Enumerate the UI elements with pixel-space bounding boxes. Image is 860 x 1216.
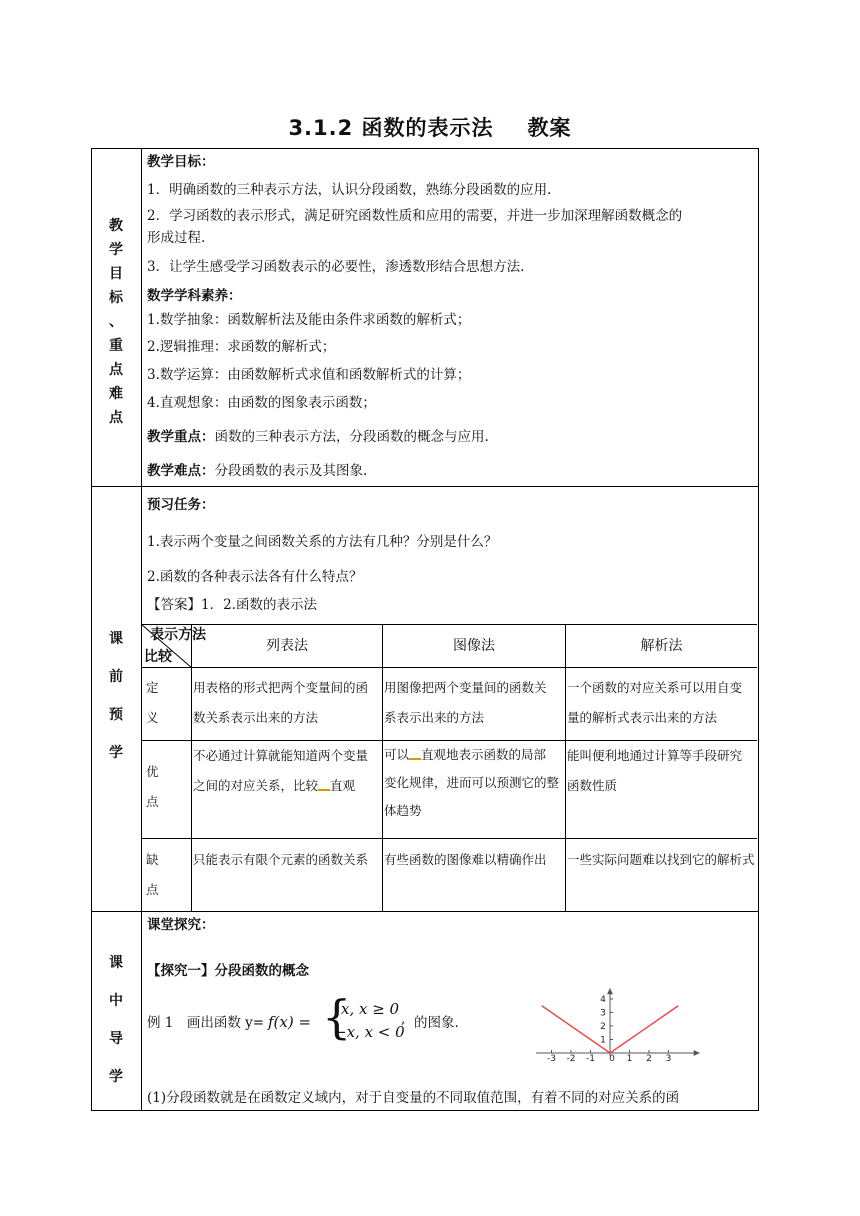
piecewise-case: x, x ≥ 0 (341, 1000, 400, 1018)
x-tick-label: -1 (586, 1054, 595, 1062)
x-tick-label: 1 (626, 1054, 633, 1062)
literacy-item: 2.逻辑推理：求函数的解析式； (147, 339, 336, 355)
table-cell: 只能表示有限个元素的函数关系 (193, 852, 369, 867)
x-tick-label: 2 (646, 1054, 652, 1062)
table-cell: 用表格的形式把两个变量间的函 数关系表示出来的方法 (193, 680, 369, 725)
x-tick-label: 3 (665, 1054, 672, 1062)
row-label: 缺 点 (146, 852, 159, 897)
x-tick-label: -3 (547, 1054, 556, 1062)
row-label: 定 义 (146, 680, 159, 725)
literacy-item: 4.直观想象：由函数的图象表示函数； (147, 395, 376, 411)
key-point (147, 428, 489, 446)
goals-heading: 教学目标： (147, 154, 215, 170)
table-cell: 一些实际问题难以找到它的解析式 (567, 852, 755, 867)
side-label-char: 点 (109, 410, 123, 426)
highlight-mark (318, 783, 330, 791)
literacy-item: 3.数学运算：由函数解析式求值和函数解析式的计算； (147, 367, 471, 383)
goal-item: 2．学习函数的表示形式，满足研究函数性质和应用的需要，并进一步加深理解函数概念的 (147, 208, 683, 224)
column-header: 图像法 (453, 638, 495, 654)
example-suffix: 的图象. (414, 1015, 459, 1031)
explore-heading: 【探究一】分段函数的概念 (147, 963, 309, 979)
difficulty-text: 分段函数的表示及其图象. (214, 463, 368, 479)
goal-item: 形成过程. (147, 230, 206, 246)
row-label: 优 点 (146, 764, 159, 809)
preview-heading: 预习任务： (147, 497, 215, 513)
piecewise-brace: { (322, 990, 352, 1044)
y-tick-label: 4 (600, 995, 606, 1005)
side-label-char: 目 (109, 266, 123, 282)
preview-answer: 【答案】1．2.函数的表示法 (147, 597, 317, 613)
difficulty-label: 教学难点： (147, 463, 215, 479)
side-label-char: 标 (109, 290, 123, 306)
x-tick-label: 0 (609, 1054, 615, 1062)
cmp-border (382, 624, 383, 911)
cmp-border (141, 838, 757, 839)
class-heading: 课堂探究： (147, 917, 215, 933)
literacy-item: 1.数学抽象：函数解析法及能由条件求函数的解析式； (147, 312, 471, 328)
preview-question: 2.函数的各种表示法各有什么特点？ (147, 569, 363, 585)
column-header: 解析法 (640, 638, 683, 654)
side-label-goals (91, 214, 141, 430)
table-cell: 一个函数的对应关系可以用自变 量的解析式表示出来的方法 (567, 680, 743, 725)
example-prefix: 例 1 画出函数 y= (147, 1015, 265, 1031)
key-point-label: 教学重点： (147, 429, 215, 445)
function-graph (530, 950, 700, 1062)
section-divider-1 (91, 486, 758, 487)
piecewise-case: −x, x < 0 (334, 1023, 405, 1041)
side-label-char: 学 (109, 242, 123, 258)
literacy-heading: 数学学科素养： (147, 288, 242, 304)
y-tick-label: 1 (600, 1035, 606, 1046)
side-label-class (91, 944, 141, 1096)
goal-item: 3．让学生感受学习函数表示的必要性，渗透数形结合思想方法. (147, 259, 525, 275)
table-cell: 能叫便利地通过计算等手段研究 函数性质 (567, 748, 743, 793)
title-suffix: 教案 (527, 116, 572, 140)
side-label-char: 难 (109, 386, 123, 402)
table-cell: 可以 直观地表示函数的局部 变化规律，进而可以预测它的整 体趋势 (384, 747, 560, 818)
table-top-border (91, 148, 758, 149)
side-label-char: 学 (109, 745, 123, 761)
table-cell: 有些函数的图像难以精确作出 (384, 852, 547, 867)
x-tick-label: -2 (566, 1054, 576, 1062)
piecewise-sep: , (401, 1011, 406, 1027)
cmp-border (565, 624, 566, 911)
corner-header-bottom: 比较 (144, 649, 172, 665)
cmp-border (141, 667, 757, 668)
section-divider-2 (91, 911, 758, 912)
side-label-char: 课 (109, 631, 123, 647)
note-text: (1)分段函数就是在函数定义域内，对于自变量的不同取值范围，有着不同的对应关系的函 (147, 1090, 680, 1106)
table-bottom-border (91, 1110, 758, 1111)
side-label-char: 课 (109, 955, 123, 971)
fx-expression: f(x) = (268, 1013, 312, 1031)
table-cell: 用图像把两个变量间的函数关 系表示出来的方法 (384, 680, 547, 725)
x-axis-arrow (694, 1050, 700, 1056)
side-label-char: 、 (109, 314, 123, 330)
side-label-preview (91, 620, 141, 772)
y-axis-arrow (607, 988, 613, 994)
corner-header-top: 表示方法 (150, 627, 206, 643)
side-label-char: 重 (109, 338, 123, 354)
table-cell: 不必通过计算就能知道两个变量 之间的对应关系，比较 直观 (193, 748, 369, 793)
highlight-mark (409, 752, 421, 760)
y-tick-label: 3 (600, 1008, 606, 1019)
difficulty-point (147, 462, 367, 480)
y-tick-label: 2 (600, 1022, 606, 1032)
side-label-char: 学 (109, 1069, 123, 1085)
side-label-char: 预 (109, 707, 123, 723)
column-header: 列表法 (266, 638, 308, 654)
title-main: 3.1.2 函数的表示法 (288, 116, 494, 140)
page-title (0, 112, 860, 142)
side-label-char: 中 (109, 993, 123, 1009)
goal-item: 1．明确函数的三种表示方法，认识分段函数，熟练分段函数的应用. (147, 182, 552, 198)
side-label-char: 前 (109, 669, 123, 685)
cmp-border (141, 624, 757, 625)
side-label-char: 教 (109, 218, 123, 234)
side-label-char: 点 (109, 362, 123, 378)
preview-question: 1.表示两个变量之间函数关系的方法有几种？分别是什么？ (147, 534, 498, 550)
side-label-char: 导 (109, 1031, 123, 1047)
key-point-text: 函数的三种表示方法，分段函数的概念与应用. (214, 429, 489, 445)
